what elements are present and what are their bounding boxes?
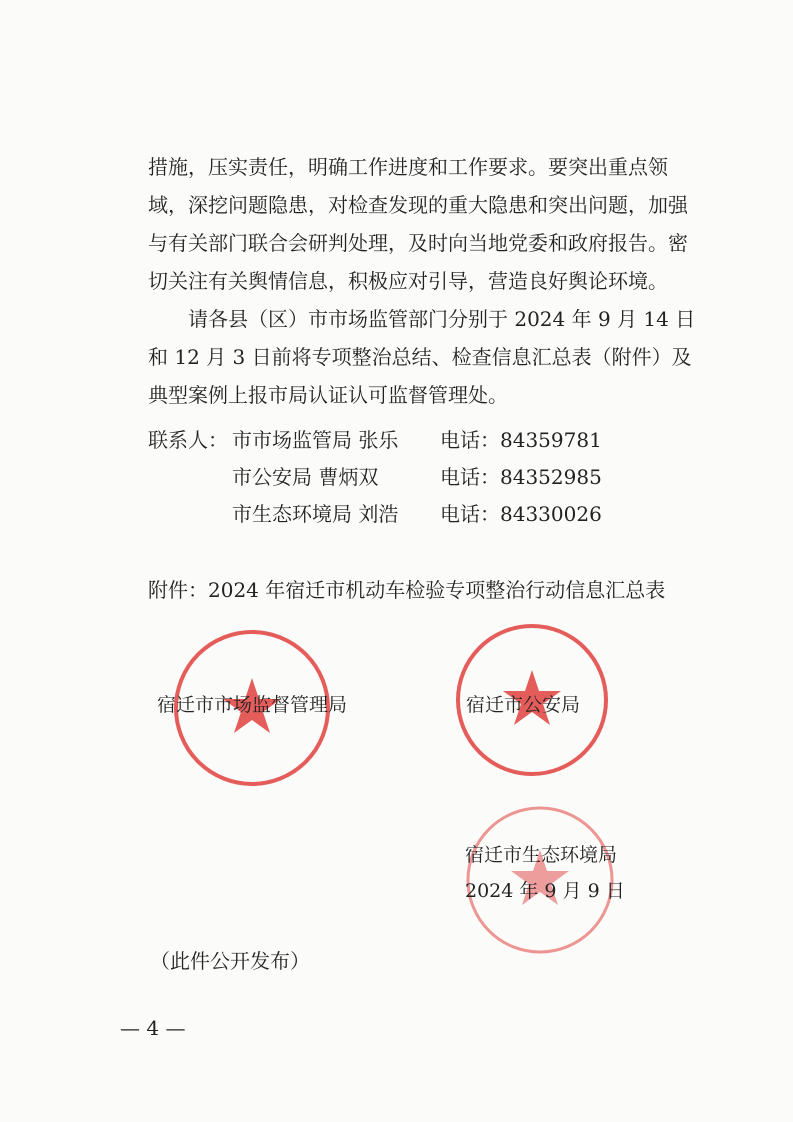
contact-name-2: 市公安局 曹炳双: [232, 465, 379, 489]
contact-phone-1: 电话：84359781: [440, 428, 602, 452]
signature-public-security: 宿迁市公安局: [466, 694, 581, 716]
contact-name-1: 市市场监管局 张乐: [232, 428, 399, 452]
body-paragraph-2: 请各县（区）市市场监管部门分别于 2024 年 9 月 14 日和 12 月 3 日前将专项整治总结、检查信息汇总表（附件）及典型案例上报市局认证认可监督管理处。: [148, 307, 696, 407]
contact-phone-2: 电话：84352985: [440, 465, 602, 489]
contact-name-3: 市生态环境局 刘浩: [232, 502, 399, 526]
public-release-note: （此件公开发布）: [150, 949, 310, 973]
signature-date: 2024 年 9 月 9 日: [465, 880, 625, 902]
contacts-label: 联系人：: [148, 428, 228, 452]
body-paragraph-1: 措施，压实责任，明确工作进度和工作要求。要突出重点领域，深挖问题隐患，对检查发现的重大隐患和突出问题，加强与有关部门联合会研判处理，及时向当地党委和政府报告。密切关注有关舆情信息，积极应对引导，营造良好舆论环境。: [148, 155, 688, 293]
signature-ecology-environment: 宿迁市生态环境局: [465, 844, 618, 866]
page-number: — 4 —: [120, 1016, 186, 1040]
contact-phone-3: 电话：84330026: [440, 502, 602, 526]
signature-market-regulation: 宿迁市市场监督管理局: [157, 694, 348, 716]
attachment-line: 附件：2024 年宿迁市机动车检验专项整治行动信息汇总表: [148, 578, 666, 602]
